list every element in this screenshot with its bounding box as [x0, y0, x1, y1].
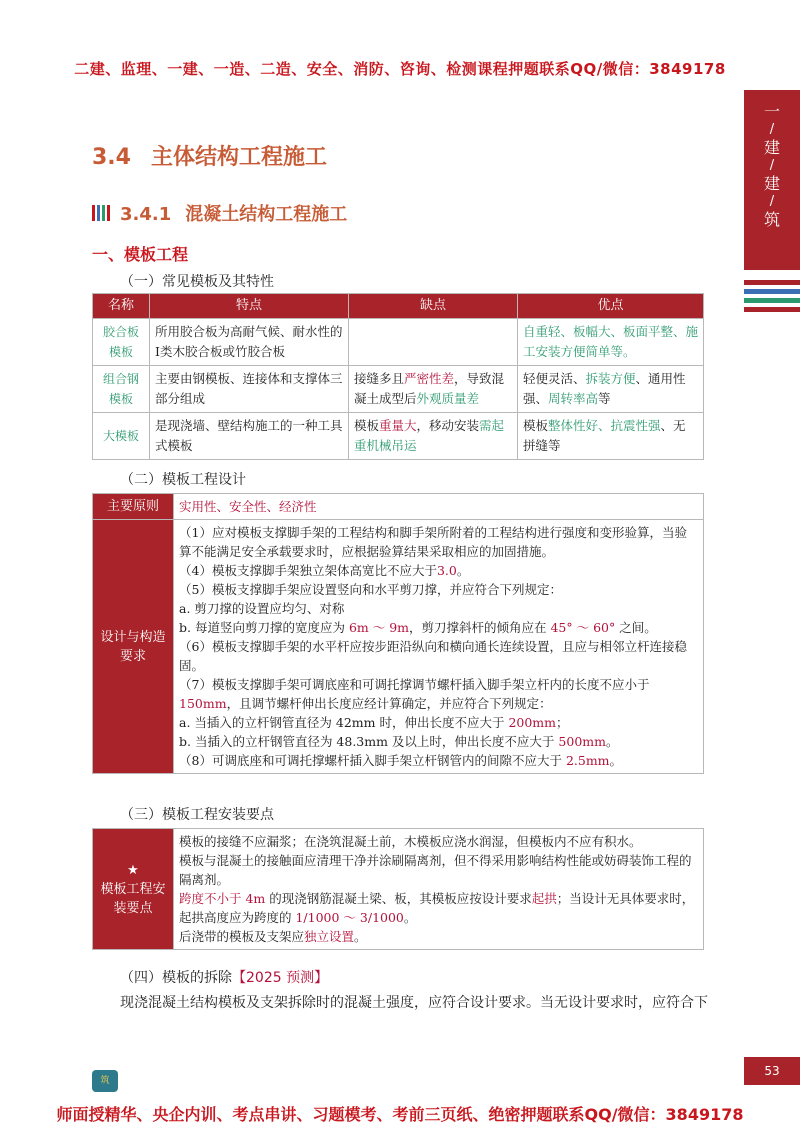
col-header: 优点: [518, 294, 704, 319]
color-stripe: [744, 289, 800, 294]
page-number: 53: [744, 1057, 800, 1085]
table-row: [93, 319, 704, 366]
cons-cell: [349, 319, 518, 366]
content-text: 模板与混凝土的接触面应清理干净并涂刷隔离剂，但不得采用影响结构性能或妨碍装饰工程的隔离剂。: [179, 853, 692, 887]
requirements-content: [174, 520, 704, 774]
content-text: 2.5mm: [565, 753, 610, 768]
content-line: [179, 618, 698, 637]
content-text: 150mm: [179, 696, 227, 711]
content-text: a. 当插入的立杆钢管直径为 42mm 时，伸出长度不应大于: [179, 715, 509, 730]
cons-text: 外观质量差: [416, 391, 480, 406]
col-header: 名称: [93, 294, 150, 319]
item-heading-3: （三）模板工程安装要点: [120, 807, 274, 823]
cons-cell: [349, 413, 518, 460]
item4-paragraph: 现浇混凝土结构模板及支架拆除时的混凝土强度，应符合设计要求。当无设计要求时，应符合下: [120, 995, 708, 1011]
content-text: ，且调节螺杆伸出长度应经计算确定，并应符合下列规定：: [226, 696, 552, 711]
content-text: 。: [354, 929, 367, 944]
cons-text: 重量大: [379, 418, 417, 433]
table-header-row: [93, 294, 704, 319]
star-icon: ★: [127, 862, 139, 878]
install-content: [174, 829, 704, 950]
publisher-logo-icon: 筑: [92, 1070, 118, 1092]
pros-text: 轻便灵活、: [523, 371, 586, 386]
formwork-design-table: [92, 493, 704, 774]
pros-text: 等: [598, 391, 611, 406]
pros-text: 拆装方便: [585, 371, 636, 386]
content-text: （4）模板支撑脚手架独立架体高宽比不应大于: [179, 563, 437, 578]
side-tab-char: /: [769, 122, 775, 137]
table-row: [93, 413, 704, 460]
side-tab-char: /: [769, 158, 775, 173]
cons-text: 模板: [354, 418, 380, 433]
content-line: [179, 927, 698, 946]
feature-cell: 所用胶合板为高耐气候、耐水性的Ⅰ类木胶合板或竹胶合板: [150, 319, 349, 366]
table-row: [93, 520, 704, 774]
feature-cell: 是现浇墙、壁结构施工的一种工具式模板: [150, 413, 349, 460]
content-text: 1/1000 ～ 3/1000: [295, 910, 404, 925]
content-line: [179, 580, 698, 599]
feature-cell: 主要由钢模板、连接体和支撑体三部分组成: [150, 366, 349, 413]
subsection-number: 3.4.1: [120, 204, 172, 225]
side-color-stripes: [744, 280, 800, 316]
content-text: a. 剪刀撑的设置应均匀、对称: [179, 601, 345, 616]
requirements-label: 设计与构造要求: [93, 520, 174, 774]
content-text: ；当设计无具体要求时，起拱高度应为跨度的: [179, 891, 695, 925]
install-label-text: 模板工程安装要点: [100, 881, 166, 916]
cons-text: 严密性差: [404, 371, 455, 386]
pros-text: 周转率高: [548, 391, 599, 406]
content-text: 起拱: [531, 891, 557, 906]
item-heading-1: （一）常见模板及其特性: [120, 274, 274, 290]
content-text: b. 当插入的立杆钢管直径为 48.3mm 及以上时，伸出长度不应大于: [179, 734, 559, 749]
color-stripe: [744, 298, 800, 303]
item-heading-4: [120, 967, 328, 987]
content-text: 跨度不小于 4m: [179, 891, 266, 906]
side-tab-char: 建: [763, 174, 780, 193]
content-line: [179, 732, 698, 751]
content-text: 独立设置: [304, 929, 355, 944]
col-header: 缺点: [349, 294, 518, 319]
content-line: [179, 713, 698, 732]
content-line: [179, 599, 698, 618]
pros-cell: [518, 319, 704, 366]
content-text: ；: [556, 715, 569, 730]
cons-cell: [349, 366, 518, 413]
principle-value: 实用性、安全性、经济性: [174, 494, 704, 520]
item-heading-2: （二）模板工程设计: [120, 472, 246, 488]
section-title: 主体结构工程施工: [150, 145, 327, 170]
table-row: [93, 829, 704, 950]
subsection-title: 混凝土结构工程施工: [185, 204, 348, 225]
content-line: [179, 637, 698, 675]
subsection-heading: [92, 200, 347, 226]
content-line: [179, 523, 698, 561]
content-text: 500mm: [558, 734, 606, 749]
content-text: 的现浇钢筋混凝土梁、板，其模板应按设计要求: [265, 891, 532, 906]
bars-icon: [92, 205, 112, 226]
pros-text: 模板: [523, 418, 549, 433]
content-text: 。: [609, 753, 623, 768]
formwork-name-cell: 大模板: [93, 413, 150, 460]
content-line: [179, 832, 698, 851]
section-number: 3.4: [92, 145, 131, 170]
content-text: 之间。: [615, 620, 657, 635]
cons-text: ，导致混凝土成型后: [354, 371, 505, 406]
content-text: 后浇带的模板及支架应: [179, 929, 305, 944]
chapter-heading: 一、模板工程: [92, 245, 189, 264]
formwork-name-cell: 胶合板模板: [93, 319, 150, 366]
top-promo-banner: 二建、监理、一建、一造、二造、安全、消防、咨询、检测课程押题联系QQ/微信：3849178: [74, 60, 726, 78]
table-row: [93, 494, 704, 520]
content-text: 。: [606, 734, 619, 749]
content-text: 6m ～ 9m: [348, 620, 409, 635]
formwork-install-table: [92, 828, 704, 950]
content-line: [179, 675, 698, 713]
cons-text: 需起重机械吊运: [354, 418, 505, 453]
side-tab-char: 建: [763, 138, 780, 157]
cons-text: 接缝多且: [354, 371, 405, 386]
content-text: 45° ～ 60°: [550, 620, 616, 635]
content-text: ，剪刀撑斜杆的倾角应在: [409, 620, 551, 635]
pros-text: 自重轻、板幅大、板面平整、施工安装方便简单等。: [523, 324, 699, 359]
color-stripe: [744, 280, 800, 285]
table-row: [93, 366, 704, 413]
col-header: 特点: [150, 294, 349, 319]
formwork-name-cell: 组合钢模板: [93, 366, 150, 413]
content-text: （6）模板支撑脚手架的水平杆应按步距沿纵向和横向通长连续设置，且应与相邻立杆连接稳固。: [179, 639, 687, 673]
formwork-types-table: [92, 293, 704, 460]
side-tab-char: 一: [763, 102, 780, 121]
side-tab-char: 筑: [763, 210, 780, 229]
content-text: 3.0: [436, 563, 457, 578]
pros-text: 、无拼缝等: [523, 418, 686, 453]
content-text: （7）模板支撑脚手架可调底座和可调托撑调节螺杆插入脚手架立杆内的长度不应小于: [179, 677, 650, 692]
prediction-tag: 【2025 预测】: [232, 970, 329, 986]
content-text: b. 每道竖向剪刀撑的宽度应为: [179, 620, 349, 635]
install-label: [93, 829, 174, 950]
content-text: 。: [456, 563, 470, 578]
content-line: [179, 751, 698, 770]
section-heading: [92, 140, 327, 171]
content-line: [179, 851, 698, 889]
content-text: 200mm: [508, 715, 557, 730]
pros-cell: [518, 413, 704, 460]
content-line: [179, 889, 698, 927]
color-stripe: [744, 307, 800, 312]
pros-text: 、通用性强、: [523, 371, 686, 406]
bottom-promo-banner: 师面授精华、央企内训、考点串讲、习题模考、考前三页纸、绝密押题联系QQ/微信：3849178: [56, 1105, 744, 1124]
content-text: （5）模板支撑脚手架应设置竖向和水平剪刀撑，并应符合下列规定：: [179, 582, 562, 597]
content-text: （1）应对模板支撑脚手架的工程结构和脚手架所附着的工程结构进行强度和变形验算，当验算不能满足安全承载要求时，应根据验算结果采取相应的加固措施。: [179, 525, 687, 559]
content-text: 模板的接缝不应漏浆；在浇筑混凝土前，木模板应浇水润湿，但模板内不应有积水。: [179, 834, 642, 849]
content-text: 。: [403, 910, 417, 925]
content-text: （8）可调底座和可调托撑螺杆插入脚手架立杆钢管内的间隙不应大于: [179, 753, 566, 768]
principle-label: 主要原则: [93, 494, 174, 520]
cons-text: ，移动安装: [416, 418, 480, 433]
side-chapter-tab: [744, 90, 800, 270]
pros-cell: [518, 366, 704, 413]
pros-text: 整体性好、抗震性强: [548, 418, 661, 433]
item4-title: （四）模板的拆除: [120, 970, 232, 986]
side-tab-char: /: [769, 194, 775, 209]
content-line: [179, 561, 698, 580]
